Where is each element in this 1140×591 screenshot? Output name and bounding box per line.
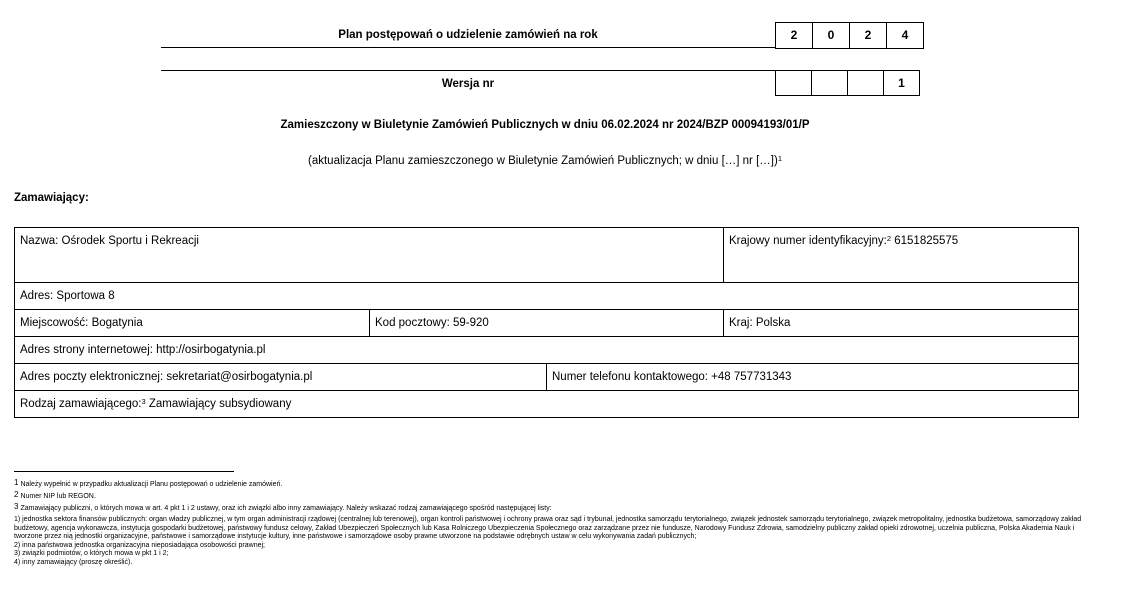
footnote-number: 1 [14,478,19,487]
footnote-separator [14,471,234,472]
footnote-list [14,516,1084,568]
postal-code-field: Kod pocztowy: 59-920 [369,310,723,336]
ordering-type-value: Zamawiający subsydiowany [145,398,292,410]
table-row [14,364,1079,391]
footnote-3 [14,504,1084,513]
list-item: 1) jednostka sektora finansów publicznych: organ władzy publicznej, w tym organ administracji rządowej (centralnej lub terenowej), organ kontroli państwowej i ochrony prawa oraz sąd i trybunał, jednostka samorządu terytorialnego, związek jednostek samorządu terytorialnego, związek metropolitalny, jednostka budżetowa, samorządowy zakład budżetowy, agencja wykonawcza, instytucja gospodarki budżetowej, państwowy fundusz celowy, Zakład Ubezpieczeń Społecznych lub Kasa Rolniczego Ubezpieczenia Społecznego oraz zarządzane przez nie fundusze, Narodowy Fundusz Zdrowia, samodzielny publiczny zakład opieki zdrowotnej, uczelnia publiczna, Polska Akademia Nauk i tworzone przez nią jednostki organizacyjne, państwowe i samorządowe instytucje kultury, inne państwowe i samorządowe osoby prawne utworzone na podstawie odrębnych ustaw w celu wykonywania zadań publicznych; [14,516,1082,541]
national-id-label: Krajowy numer identyfikacyjny: [729,235,887,247]
website-field: Adres strony internetowej: http://osirbogatynia.pl [20,344,266,356]
footnote-number: 2 [14,490,19,499]
update-note [0,155,1090,167]
footnote-text: Zamawiający publiczni, o których mowa w art. 4 pkt 1 i 2 ustawy, oraz ich związki albo inny zamawiający. Należy wskazać rodzaj zamawiającego spośród następującej listy: [20,505,552,512]
national-id-value: 6151825575 [891,235,959,247]
footnote-1 [14,480,1084,489]
national-id-field [723,228,1078,282]
update-note-text: (aktualizacja Planu zamieszczonego w Biuletynie Zamówień Publicznych; w dniu […] nr […]) [308,155,778,167]
footnote-2 [14,492,1084,501]
country-field: Kraj: Polska [723,310,1078,336]
plan-title-row [161,22,929,49]
ordering-type-label: Rodzaj zamawiającego: [20,398,142,410]
update-note-ref: 1 [777,154,782,163]
year-digit-4: 4 [886,22,924,49]
table-row [14,337,1079,364]
table-row [14,283,1079,310]
address-field: Adres: Sportowa 8 [20,290,115,302]
footnote-text: Należy wypełnić w przypadku aktualizacji Planu postępowań o udzielenie zamówień. [20,481,283,488]
version-label: Wersja nr [161,70,775,96]
city-field: Miejscowość: Bogatynia [20,317,143,329]
table-row [14,391,1079,418]
version-row [161,70,929,96]
footnotes [14,480,1084,568]
version-boxes [775,70,920,96]
ordering-party-label: Zamawiający: [14,192,89,204]
national-id-ref: 2 [886,234,892,243]
table-row [14,310,1079,337]
version-digit-3 [847,70,884,96]
phone-field: Numer telefonu kontaktowego: +48 757731343 [546,364,1078,390]
publication-info: Zamieszczony w Biuletynie Zamówień Publicznych w dniu 06.02.2024 nr 2024/BZP 00094193/01/P [280,119,810,131]
footnote-number: 3 [14,502,19,511]
year-boxes [775,22,924,49]
year-digit-3: 2 [849,22,887,49]
ordering-type-ref: 3 [141,397,146,406]
ordering-party-table [14,227,1079,418]
version-digit-2 [811,70,848,96]
footnote-text: Numer NIP lub REGON. [20,493,96,500]
year-digit-1: 2 [775,22,813,49]
table-row [14,227,1079,283]
name-field: Nazwa: Ośrodek Sportu i Rekreacji [20,235,199,247]
list-item: 4) inny zamawiający (proszę określić). [14,558,133,566]
plan-title: Plan postępowań o udzielenie zamówień na rok [161,22,775,48]
email-field: Adres poczty elektronicznej: sekretariat@osirbogatynia.pl [20,371,313,383]
version-digit-1 [775,70,812,96]
list-item: 2) inna państwowa jednostka organizacyjna nieposiadająca osobowości prawnej; [14,541,265,549]
version-digit-4: 1 [883,70,920,96]
year-digit-2: 0 [812,22,850,49]
list-item: 3) związki podmiotów, o których mowa w pkt 1 i 2; [14,550,169,558]
ordering-type-field [15,391,1078,417]
